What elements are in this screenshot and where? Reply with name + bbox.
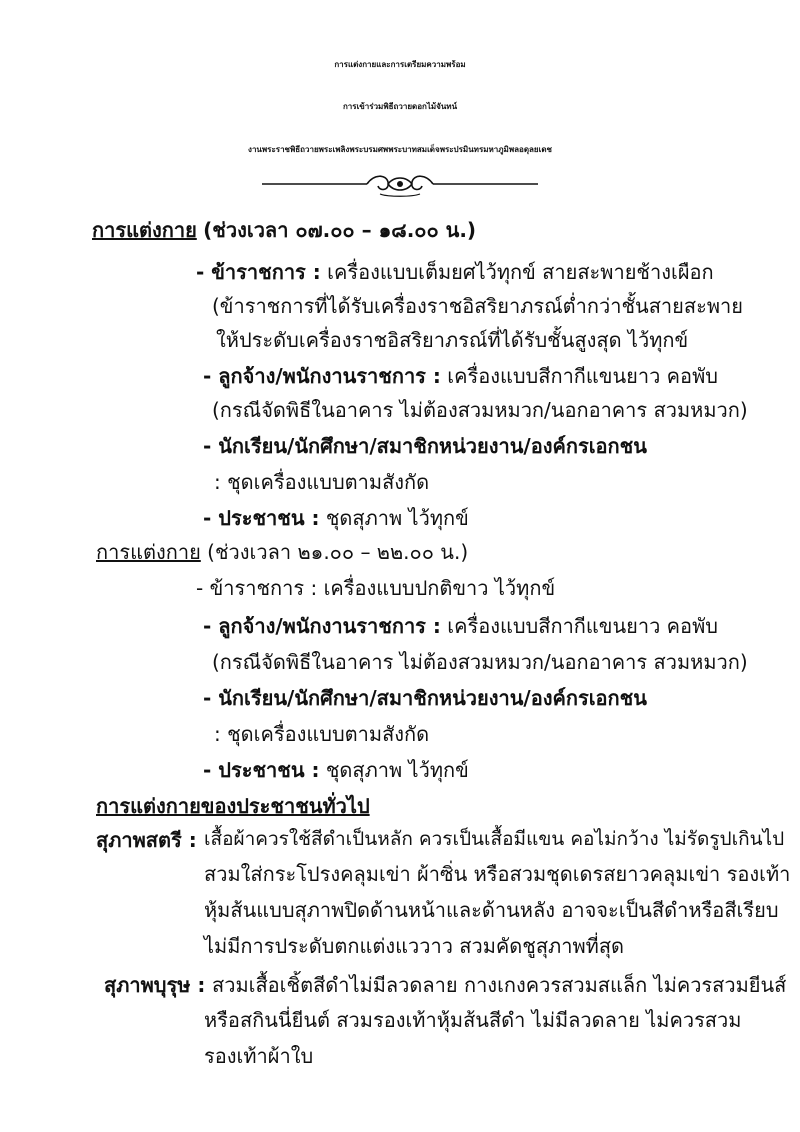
men-line-3: รองเท้าผ้าใบ xyxy=(204,1044,314,1068)
men-line-1: สวมเสื้อเชิ้ตสีดำไม่มีลวดลาย กางเกงควรสวมสแล็ก ไม่ควรสวมยีนส์ xyxy=(212,973,787,997)
section2-public-label: - ประชาชน : xyxy=(203,758,320,782)
section1-civil-note-1: (ข้าราชการที่ได้รับเครื่องราชอิสริยาภรณ์ต่ำกว่าชั้นสายสะพาย xyxy=(212,294,743,318)
section1-public-label: - ประชาชน : xyxy=(203,506,320,530)
section1-student-label: - นักเรียน/นักศึกษา/สมาชิกหน่วยงาน/องค์กรเอกชน xyxy=(203,434,647,458)
section2-employee-note: (กรณีจัดพิธีในอาคาร ไม่ต้องสวมหมวก/นอกอาคาร สวมหมวก) xyxy=(212,650,748,674)
title-line-1: การแต่งกายและการเตรียมความพร้อม xyxy=(334,60,466,69)
section1-employee-note: (กรณีจัดพิธีในอาคาร ไม่ต้องสวมหมวก/นอกอาคาร สวมหมวก) xyxy=(212,398,748,422)
men-label: สุภาพบุรุษ : xyxy=(104,973,206,997)
women-line-4: ไม่มีการประดับตกแต่งแววาว สวมคัดชูสุภาพที่สุด xyxy=(204,934,625,958)
men-line-2: หรือสกินนี่ยีนต์ สวมรองเท้าหุ้มส้นสีดำ ไม่มีลวดลาย ไม่ควรสวม xyxy=(204,1008,742,1032)
section1-employee-row xyxy=(203,366,718,386)
title-line-2: การเข้าร่วมพิธีถวายดอกไม้จันทน์ xyxy=(342,102,458,111)
section2-heading-row xyxy=(96,542,468,562)
section1-heading: การแต่งกาย xyxy=(92,218,197,242)
section2-time: (ช่วงเวลา ๒๑.๐๐ – ๒๒.๐๐ น.) xyxy=(207,540,469,564)
section2-public-row xyxy=(203,760,469,780)
section2-employee-row xyxy=(203,616,718,636)
section1-student-text: : ชุดเครื่องแบบตามสังกัด xyxy=(214,470,430,494)
section2-employee-text: เครื่องแบบสีกากีแขนยาว คอพับ xyxy=(447,614,718,638)
section2-public-text: ชุดสุภาพ ไว้ทุกข์ xyxy=(325,758,469,782)
section1-employee-label: - ลูกจ้าง/พนักงานราชการ : xyxy=(203,364,441,388)
section2-student-text: : ชุดเครื่องแบบตามสังกัด xyxy=(214,722,430,746)
section1-civil-note-2: ให้ประดับเครื่องราชอิสริยาภรณ์ที่ได้รับชั้นสูงสุด ไว้ทุกข์ xyxy=(216,328,689,352)
women-label: สุภาพสตรี : xyxy=(96,828,197,852)
section1-public-row xyxy=(203,508,469,528)
section1-civil-row xyxy=(196,262,714,282)
women-line-1: เสื้อผ้าควรใช้สีดำเป็นหลัก ควรเป็นเสื้อมีแขน คอไม่กว้าง ไม่รัดรูปเกินไป xyxy=(204,828,785,850)
section2-heading: การแต่งกาย xyxy=(96,540,201,564)
section2-civil-row xyxy=(196,578,555,598)
section1-civil-label: - ข้าราชการ : xyxy=(196,260,321,284)
section2-student-label: - นักเรียน/นักศึกษา/สมาชิกหน่วยงาน/องค์กรเอกชน xyxy=(203,686,647,710)
section1-public-text: ชุดสุภาพ ไว้ทุกข์ xyxy=(325,506,469,530)
section1-civil-text: เครื่องแบบเต็มยศไว้ทุกข์ สายสะพายช้างเผือก xyxy=(327,260,714,284)
section2-employee-label: - ลูกจ้าง/พนักงานราชการ : xyxy=(203,614,441,638)
section1-time: (ช่วงเวลา ๐๗.๐๐ – ๑๘.๐๐ น.) xyxy=(203,218,477,242)
subtitle: งานพระราชพิธีถวายพระเพลิงพระบรมศพพระบาทสมเด็จพระปรมินทรมหาภูมิพลอดุลยเดช xyxy=(248,145,552,154)
section3-heading: การแต่งกายของประชาชนทั่วไป xyxy=(96,794,370,818)
scroll-ornament-icon xyxy=(262,170,538,198)
section2-civil-label: - ข้าราชการ : xyxy=(196,576,318,600)
section1-employee-text: เครื่องแบบสีกากีแขนยาว คอพับ xyxy=(447,364,718,388)
women-line-3: หุ้มส้นแบบสุภาพปิดด้านหน้าและด้านหลัง อาจจะเป็นสีดำหรือสีเรียบ xyxy=(204,898,779,922)
section2-civil-text: เครื่องแบบปกติขาว ไว้ทุกข์ xyxy=(323,576,556,600)
section1-heading-row xyxy=(92,220,476,240)
women-line-2: สวมใส่กระโปรงคลุมเข่า ผ้าซิ่น หรือสวมชุดเดรสยาวคลุมเข่า รองเท้า xyxy=(204,862,791,886)
